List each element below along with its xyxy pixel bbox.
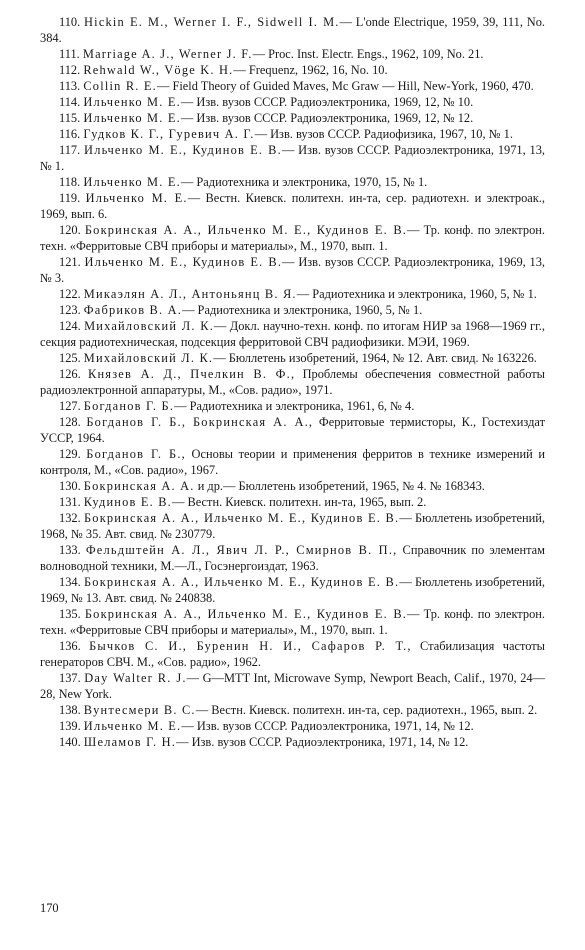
reference-authors: Day Walter R. J. — [84, 671, 187, 685]
reference-entry — [40, 606, 545, 638]
reference-entry — [40, 366, 545, 398]
reference-source: Основы теории и применения ферритов в технике измерений и контроля, М., «Сов. радио», 1967. — [40, 447, 545, 477]
reference-source: — Радиотехника и электроника, 1961, 6, № 4. — [174, 399, 415, 413]
reference-authors: Фабриков В. А. — [83, 303, 183, 317]
reference-number: 128. — [59, 415, 81, 429]
reference-authors: Бычков С. И., Буренин Н. И., Сафаров Р. Т., — [89, 639, 412, 653]
reference-entry — [40, 494, 545, 510]
reference-source: — Тр. конф. по электрон. техн. «Ферритовые СВЧ приборы и материалы», М., 1970, вып. 1. — [40, 223, 545, 253]
reference-number: 131. — [59, 495, 81, 509]
reference-authors: Ильченко М. Е. — [83, 95, 181, 109]
reference-authors: Михайловский Л. К. — [84, 319, 215, 333]
reference-authors: Бокринская А. А., Ильченко М. Е., Кудинов Е. В. — [84, 607, 408, 621]
reference-number: 135. — [59, 607, 81, 621]
reference-number: 117. — [59, 143, 81, 157]
reference-entry — [40, 398, 545, 414]
reference-entry — [40, 414, 545, 446]
reference-source: Проблемы обеспечения совместной работы радиоэлектронной аппаратуры, М., «Сов. радио», 1971. — [40, 367, 545, 397]
reference-number: 114. — [59, 95, 81, 109]
reference-source: — Изв. вузов СССР. Радиоэлектроника, 1971, 13, № 1. — [40, 143, 545, 173]
reference-number: 112. — [59, 63, 81, 77]
reference-authors: Микаэлян А. Л., Антоньянц В. Я. — [83, 287, 297, 301]
reference-authors: Ильченко М. Е., Кудинов Е. В. — [84, 143, 282, 157]
reference-authors: Шеламов Г. Н. — [83, 735, 177, 749]
reference-source: — Proc. Inst. Electr. Engs., 1962, 109, No. 21. — [252, 47, 484, 61]
reference-entry — [40, 94, 545, 110]
reference-number: 121. — [59, 255, 81, 269]
reference-authors: Ильченко М. Е. — [83, 111, 181, 125]
reference-authors: Фельдштейн А. Л., Явич Л. Р., Смирнов В. П., — [85, 543, 398, 557]
reference-authors: Бокринская А. А., Ильченко М. Е., Кудинов Е. В. — [83, 511, 400, 525]
reference-number: 140. — [59, 735, 81, 749]
reference-entry — [40, 478, 545, 494]
reference-number: 122. — [59, 287, 81, 301]
reference-authors: Богданов Г. Б., — [86, 447, 186, 461]
reference-entry — [40, 142, 545, 174]
reference-source: — Field Theory of Guided Maves, Mc Graw — Hill, New-York, 1960, 470. — [156, 79, 534, 93]
reference-authors: Бокринская А. А. — [83, 479, 195, 493]
reference-entry — [40, 574, 545, 606]
reference-authors: Вунтесмери В. С. — [83, 703, 196, 717]
reference-number: 127. — [59, 399, 81, 413]
reference-authors: Marriage A. J., Werner J. F. — [82, 47, 253, 61]
reference-source: — Бюллетень изобретений, 1969, № 13. Авт. свид. № 240838. — [40, 575, 545, 605]
reference-source: — Тр. конф. по электрон. техн. «Ферритовые СВЧ приборы и материалы», М., 1970, вып. 1. — [40, 607, 545, 637]
reference-source: и др.— Бюллетень изобретений, 1965, № 4. № 168343. — [194, 479, 485, 493]
reference-number: 136. — [59, 639, 81, 653]
reference-source: — Вестн. Киевск. политехн. ин-та, 1965, вып. 2. — [171, 495, 427, 509]
reference-source: — Докл. научно-техн. конф. по итогам НИР за 1968—1969 гг., секция радиотехническая, подсекция ферритовой СВЧ радиофизики. МЭИ, 1969. — [40, 319, 545, 349]
reference-entry — [40, 638, 545, 670]
reference-source: — Frequenz, 1962, 16, No. 10. — [233, 63, 388, 77]
reference-entry — [40, 286, 545, 302]
reference-entry — [40, 126, 545, 142]
reference-list — [40, 14, 545, 750]
reference-source: — Бюллетень изобретений, 1968, № 35. Авт. свид. № 230779. — [40, 511, 545, 541]
reference-source: — Изв. вузов СССР. Радиоэлектроника, 1969, 12, № 12. — [180, 111, 474, 125]
reference-number: 113. — [59, 79, 81, 93]
reference-number: 138. — [59, 703, 81, 717]
reference-entry — [40, 318, 545, 350]
reference-entry — [40, 46, 545, 62]
reference-authors: Богданов Г. Б., Бокринская А. А., — [86, 415, 314, 429]
reference-entry — [40, 702, 545, 718]
reference-entry — [40, 174, 545, 190]
reference-number: 133. — [59, 543, 81, 557]
reference-authors: Бокринская А. А., Ильченко М. Е., Кудинов Е. В. — [83, 575, 400, 589]
reference-source: — L'onde Electrique, 1959, 39, 111, No. 384. — [40, 15, 545, 45]
reference-authors: Богданов Г. Б. — [83, 399, 175, 413]
reference-number: 110. — [59, 15, 81, 29]
reference-source: — Изв. вузов СССР. Радиоэлектроника, 1969, 12, № 10. — [180, 95, 474, 109]
reference-entry — [40, 350, 545, 366]
reference-source: — Радиотехника и электроника, 1970, 15, № 1. — [180, 175, 428, 189]
reference-entry — [40, 302, 545, 318]
reference-number: 129. — [59, 447, 81, 461]
reference-entry — [40, 190, 545, 222]
reference-number: 126. — [59, 367, 81, 381]
reference-number: 132. — [59, 511, 81, 525]
reference-source: — Изв. вузов СССР. Радиоэлектроника, 1969, 13, № 3. — [40, 255, 546, 285]
reference-number: 118. — [59, 175, 81, 189]
reference-authors: Гудков К. Г., Гуревич А. Г. — [83, 127, 255, 141]
reference-entry — [40, 510, 545, 542]
reference-authors: Hickin E. M., Werner I. F., Sidwell I. M. — [84, 15, 340, 29]
reference-source: — Бюллетень изобретений, 1964, № 12. Авт. свид. № 163226. — [213, 351, 537, 365]
reference-entry — [40, 542, 545, 574]
reference-source: — Радиотехника и электроника, 1960, 5, № 1. — [182, 303, 423, 317]
reference-authors: Rehwald W., Vöge K. H. — [83, 63, 234, 77]
reference-source: — G—MTT Int, Microwave Symp, Newport Beach, Calif., 1970, 24—28, New York. — [40, 671, 545, 701]
reference-authors: Князев А. Д., Пчелкин В. Ф., — [88, 367, 296, 381]
reference-entry — [40, 718, 545, 734]
reference-number: 125. — [59, 351, 81, 365]
reference-entry — [40, 62, 545, 78]
reference-authors: Кудинов Е. В. — [83, 495, 172, 509]
reference-number: 111. — [59, 47, 80, 61]
reference-number: 116. — [59, 127, 81, 141]
reference-authors: Михайловский Л. К. — [83, 351, 214, 365]
reference-number: 139. — [59, 719, 81, 733]
reference-entry — [40, 734, 545, 750]
reference-authors: Collin R. E. — [83, 79, 157, 93]
reference-entry — [40, 110, 545, 126]
reference-source: — Изв. вузов СССР. Радиоэлектроника, 1971, 14, № 12. — [181, 719, 474, 733]
reference-source: — Изв. вузов СССР. Радиофизика, 1967, 10, № 1. — [254, 127, 513, 141]
reference-authors: Ильченко М. Е. — [83, 175, 181, 189]
reference-entry — [40, 446, 545, 478]
reference-source: — Вестн. Киевск. политехн. ин-та, сер. радиотехн., 1965, вып. 2. — [195, 703, 538, 717]
reference-number: 124. — [59, 319, 81, 333]
reference-number: 134. — [59, 575, 81, 589]
reference-source: — Изв. вузов СССР. Радиоэлектроника, 1971, 14, № 12. — [176, 735, 469, 749]
reference-source: Ферритовые термисторы, К., Гостехиздат УССР, 1964. — [40, 415, 545, 445]
reference-number: 123. — [59, 303, 81, 317]
reference-entry — [40, 14, 545, 46]
reference-source: — Радиотехника и электроника, 1960, 5, № 1. — [296, 287, 537, 301]
reference-number: 119. — [59, 191, 81, 205]
reference-entry — [40, 254, 545, 286]
reference-source: Стабилизация частоты генераторов СВЧ. М., «Сов. радио», 1962. — [40, 639, 545, 669]
reference-source: — Вестн. Киевск. политехн. ин-та, сер. радиотехн. и электроак., 1969, вып. 6. — [40, 191, 545, 221]
reference-entry — [40, 222, 545, 254]
reference-entry — [40, 78, 545, 94]
reference-number: 115. — [59, 111, 81, 125]
reference-authors: Бокринская А. А., Ильченко М. Е., Кудинов Е. В. — [84, 223, 408, 237]
page-number: 170 — [40, 901, 59, 915]
reference-number: 137. — [59, 671, 81, 685]
reference-authors: Ильченко М. Е., Кудинов Е. В. — [84, 255, 283, 269]
reference-number: 120. — [59, 223, 81, 237]
reference-number: 130. — [59, 479, 81, 493]
reference-authors: Ильченко М. Е. — [85, 191, 188, 205]
reference-source: Справочник по элементам волноводной техники, М.—Л., Госэнергоиздат, 1963. — [40, 543, 545, 573]
reference-entry — [40, 670, 545, 702]
reference-authors: Ильченко М. Е. — [83, 719, 182, 733]
